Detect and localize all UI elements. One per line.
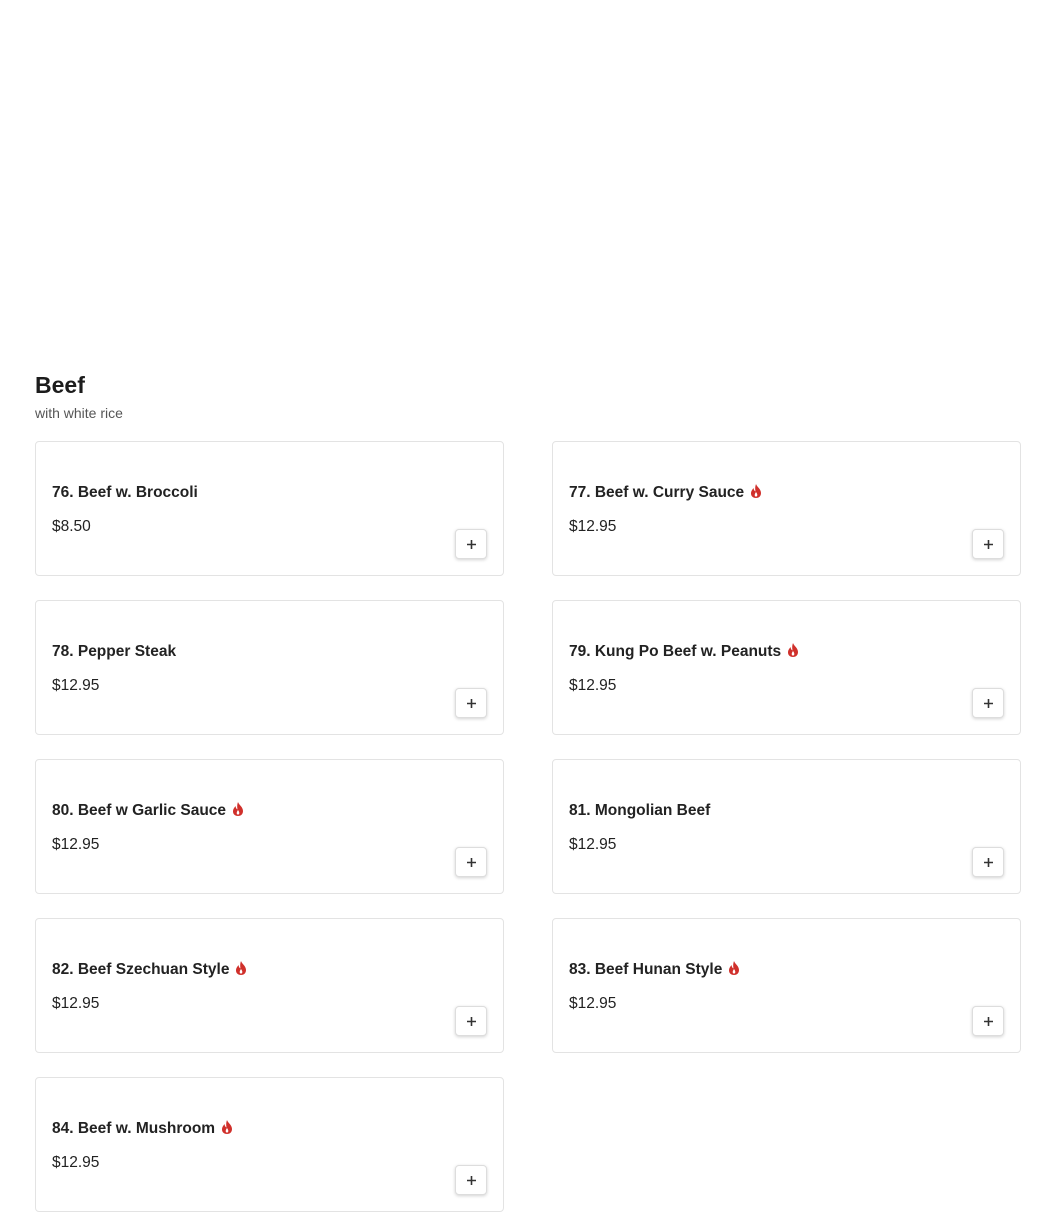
menu-item-card[interactable] xyxy=(35,600,504,735)
menu-item-card[interactable] xyxy=(552,441,1021,576)
add-to-cart-button[interactable] xyxy=(455,847,487,877)
plus-icon xyxy=(466,1175,477,1186)
add-to-cart-button[interactable] xyxy=(972,529,1004,559)
section-header xyxy=(35,370,123,422)
menu-item-name: 84. Beef w. Mushroom xyxy=(52,1120,216,1137)
menu-item-name: 82. Beef Szechuan Style xyxy=(52,961,230,978)
menu-item-card[interactable] xyxy=(35,918,504,1053)
spicy-flame-icon xyxy=(749,483,763,499)
menu-item-price: $8.50 xyxy=(52,518,91,535)
menu-item-name-row xyxy=(52,483,198,503)
plus-icon xyxy=(466,857,477,868)
menu-item-name-row xyxy=(569,960,741,980)
menu-item-name: 78. Pepper Steak xyxy=(52,643,177,660)
menu-item-name-row xyxy=(52,1119,234,1139)
menu-item-card[interactable] xyxy=(552,600,1021,735)
add-to-cart-button[interactable] xyxy=(455,529,487,559)
menu-item-card[interactable] xyxy=(35,759,504,894)
menu-item-price: $12.95 xyxy=(569,995,617,1012)
section-title: Beef xyxy=(35,372,85,398)
menu-item-price: $12.95 xyxy=(52,995,100,1012)
menu-item-grid xyxy=(35,441,1021,1212)
menu-item-name-row xyxy=(52,801,245,821)
menu-item-name-row xyxy=(569,642,800,662)
menu-item-name: 79. Kung Po Beef w. Peanuts xyxy=(569,643,782,660)
plus-icon xyxy=(466,539,477,550)
menu-item-name-row xyxy=(569,483,763,503)
menu-item-card[interactable] xyxy=(35,441,504,576)
plus-icon xyxy=(983,698,994,709)
add-to-cart-button[interactable] xyxy=(972,847,1004,877)
menu-item-name: 81. Mongolian Beef xyxy=(569,802,711,819)
menu-item-name-row xyxy=(52,642,176,662)
add-to-cart-button[interactable] xyxy=(455,1165,487,1195)
plus-icon xyxy=(983,857,994,868)
plus-icon xyxy=(983,539,994,550)
spicy-flame-icon xyxy=(234,960,248,976)
plus-icon xyxy=(983,1016,994,1027)
add-to-cart-button[interactable] xyxy=(972,1006,1004,1036)
menu-item-price: $12.95 xyxy=(52,1154,100,1171)
add-to-cart-button[interactable] xyxy=(455,688,487,718)
menu-item-name-row xyxy=(52,960,248,980)
menu-item-price: $12.95 xyxy=(569,518,617,535)
add-to-cart-button[interactable] xyxy=(972,688,1004,718)
menu-item-price: $12.95 xyxy=(52,836,100,853)
menu-item-price: $12.95 xyxy=(569,836,617,853)
plus-icon xyxy=(466,1016,477,1027)
add-to-cart-button[interactable] xyxy=(455,1006,487,1036)
menu-item-price: $12.95 xyxy=(52,677,100,694)
spicy-flame-icon xyxy=(727,960,741,976)
menu-item-name: 77. Beef w. Curry Sauce xyxy=(569,484,745,501)
menu-item-name: 80. Beef w Garlic Sauce xyxy=(52,802,227,819)
menu-item-card[interactable] xyxy=(552,918,1021,1053)
menu-item-name-row xyxy=(569,801,710,821)
spicy-flame-icon xyxy=(220,1119,234,1135)
menu-item-price: $12.95 xyxy=(569,677,617,694)
menu-item-name: 76. Beef w. Broccoli xyxy=(52,484,198,501)
spicy-flame-icon xyxy=(231,801,245,817)
section-subtitle: with white rice xyxy=(35,405,123,421)
menu-item-card[interactable] xyxy=(552,759,1021,894)
spicy-flame-icon xyxy=(786,642,800,658)
plus-icon xyxy=(466,698,477,709)
menu-item-name: 83. Beef Hunan Style xyxy=(569,961,723,978)
menu-item-card[interactable] xyxy=(35,1077,504,1212)
